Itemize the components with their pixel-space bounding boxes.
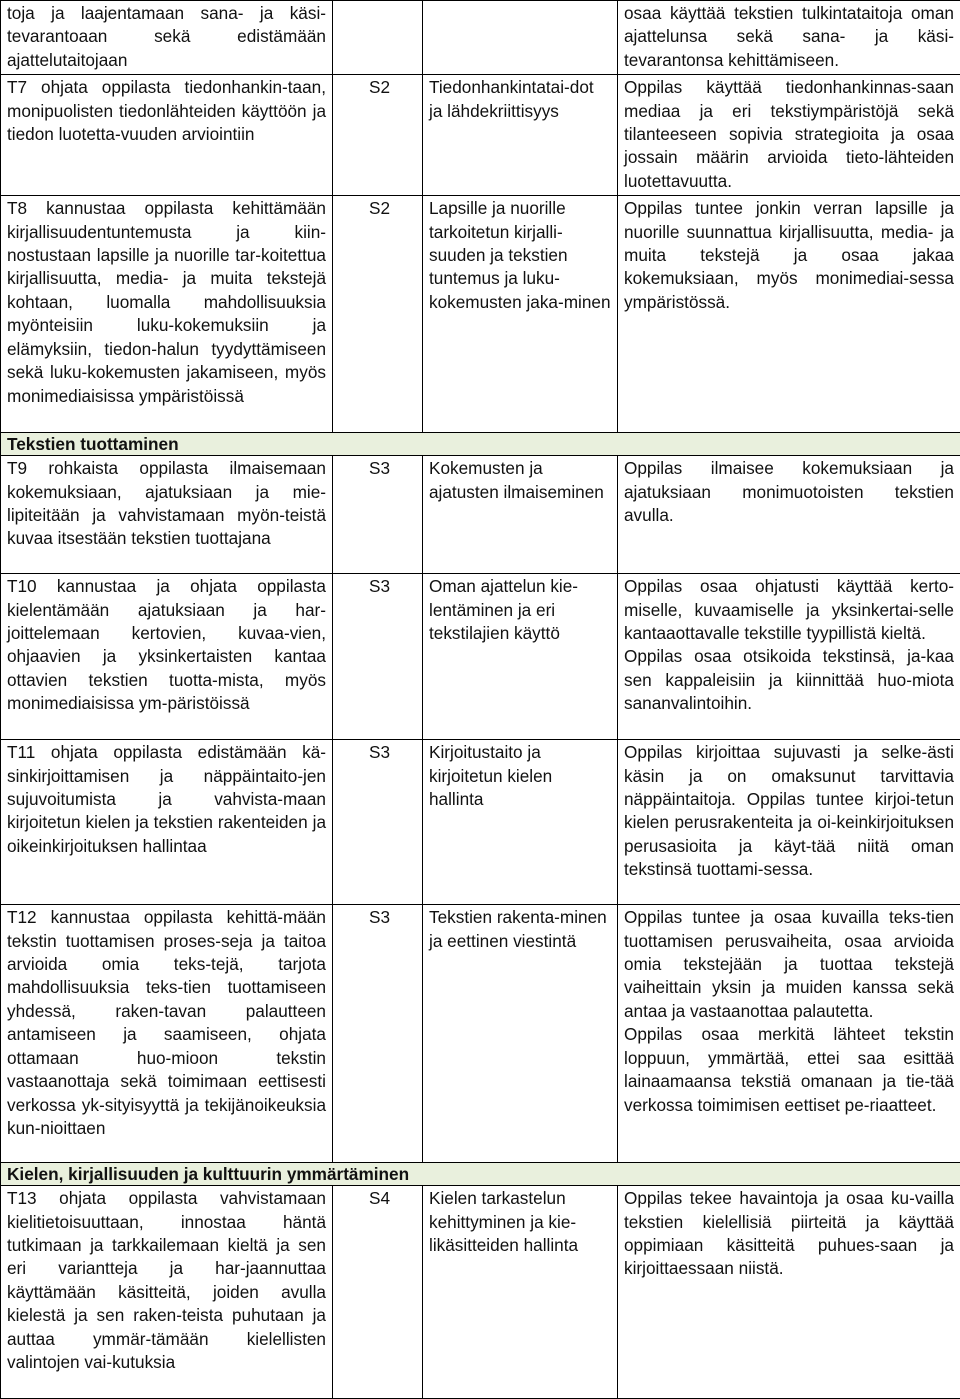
criteria-cell: Oppilas ilmaisee kokemuksiaan ja ajatuksiaan monimuotoisten tekstien avulla.	[618, 456, 960, 574]
criteria-cell: Oppilas tekee havaintoja ja osaa ku-vailla tekstien kielellisiä piirteitä ja käyttää oppimiaan käsitteitä puhues-saan ja kirjoittaessaan niistä.	[618, 1186, 960, 1399]
content-area-code: S3	[333, 905, 423, 1163]
learning-area-cell	[423, 1, 618, 75]
criteria-paragraph: Oppilas osaa ohjatusti käyttää kerto-miselle, kuvaamiselle ja yksinkertai-selle kantaaottavalle tekstille tyypillistä kieltä.	[624, 575, 954, 645]
table-row	[1, 196, 960, 433]
table-row	[1, 740, 960, 905]
learning-area-cell: Kokemusten ja ajatusten ilmaiseminen	[423, 456, 618, 574]
section-title: Tekstien tuottaminen	[1, 433, 960, 456]
learning-area-cell: Kielen tarkastelun kehittyminen ja kie-likäsitteiden hallinta	[423, 1186, 618, 1399]
table-row	[1, 456, 960, 574]
criteria-cell	[618, 905, 960, 1163]
content-area-code: S4	[333, 1186, 423, 1399]
criteria-paragraph: Oppilas osaa otsikoida tekstinsä, ja-kaa sen kappaleisiin ja kiinnittää huo-miota sananvalintoihin.	[624, 645, 954, 715]
objective-cell: T8 kannustaa oppilasta kehittämään kirjallisuudentuntemusta ja kiin-nostustaan lapsille ja nuorille tar-koitettua kirjallisuutta, media- ja muita tekstejä kohtaan, luomalla mahdollisuuksia myönteisiin luku-kokemuksiin ja elämyksiin, tiedon-halun tyydyttämiseen sekä luku-kokemusten jakamiseen, myös monimediaisissa ympäristöissä	[1, 196, 333, 433]
learning-area-cell: Kirjoitustaito ja kirjoitetun kielen hallinta	[423, 740, 618, 905]
criteria-paragraph: Oppilas osaa merkitä lähteet tekstin loppuun, ymmärtää, ettei saa esittää lainaamaansa tekstiä omanaan ja tie-tää verkossa toimimisen eettiset pe-riaatteet.	[624, 1023, 954, 1117]
table-row	[1, 574, 960, 740]
criteria-cell: Oppilas käyttää tiedonhankinnas-saan mediaa ja eri tekstiympäristöjä sekä tilanteeseen sopivia strategioita ja osaa jossain määrin arvioida tieto-lähteiden luotettavuutta.	[618, 75, 960, 196]
objective-cell: T12 kannustaa oppilasta kehittä-mään tekstin tuottamisen proses-seja ja taitoa arvioida omia teks-tejä, tarjota mahdollisuuksia teks-tien tuottamiseen yhdessä, raken-tavan palautteen antamiseen ja saamiseen, ohjata ottamaan huo-mioon tekstin vastaanottaja sekä toimimaan eettisesti verkossa yk-sityisyyttä ja tekijänoikeuksia kun-nioittaen	[1, 905, 333, 1163]
table-row	[1, 75, 960, 196]
content-area-code: S2	[333, 75, 423, 196]
objective-cell: T7 ohjata oppilasta tiedonhankin-taan, monipuolisten tiedonlähteiden käyttöön ja tiedon luotetta-vuuden arviointiin	[1, 75, 333, 196]
section-header-row	[1, 433, 960, 456]
section-header-row	[1, 1163, 960, 1186]
objective-cell: T13 ohjata oppilasta vahvistamaan kielitietoisuuttaan, innostaa häntä tutkimaan ja tarkkailemaan kieltä ja sen eri variantteja ja har-jaannuttaa käyttämään käsitteitä, joiden avulla kielestä ja sen raken-teista puhutaan ja auttaa ymmär-tämään kielellisten valintojen vai-kutuksia	[1, 1186, 333, 1399]
objective-cell: T10 kannustaa ja ohjata oppilasta kielentämään ajatuksiaan ja har-joittelemaan kertovien, kuvaa-vien, ohjaavien ja yksinkertaisten kantaa ottavien tekstien tuotta-mista, myös monimediaisissa ym-päristöissä	[1, 574, 333, 740]
content-area-code: S3	[333, 574, 423, 740]
table-row	[1, 1186, 960, 1399]
learning-area-cell: Oman ajattelun kie-lentäminen ja eri tekstilajien käyttö	[423, 574, 618, 740]
table-row	[1, 1, 960, 75]
criteria-cell: Oppilas kirjoittaa sujuvasti ja selke-ästi käsin ja on omaksunut tarvittavia näppäintaitoja. Oppilas tuntee kirjoi-tetun kielen perusrakenteita ja oi-keinkirjoituksen perusasioita ja käyt-tää niitä oman tekstinsä tuottami-sessa.	[618, 740, 960, 905]
content-area-code: S2	[333, 196, 423, 433]
objective-cell: toja ja laajentamaan sana- ja käsi-tevarantoaan sekä edistämään ajattelutaitojaan	[1, 1, 333, 75]
section-title: Kielen, kirjallisuuden ja kulttuurin ymmärtäminen	[1, 1163, 960, 1186]
criteria-paragraph: Oppilas tuntee ja osaa kuvailla teks-tien tuottamisen perusvaiheita, osaa arvioida omia tekstejään ja tuottaa tekstejä vaiheittain yksin ja muiden kanssa sekä antaa ja vastaanottaa palautetta.	[624, 906, 954, 1023]
content-area-code: S3	[333, 456, 423, 574]
table-row	[1, 905, 960, 1163]
criteria-cell: osaa käyttää tekstien tulkintataitoja oman ajattelunsa sekä sana- ja käsi-tevarantonsa kehittämiseen.	[618, 1, 960, 75]
criteria-cell: Oppilas tuntee jonkin verran lapsille ja nuorille suunnattua kirjallisuutta, media- ja muita tekstejä ja osaa jakaa kokemuksiaan, myös monimediai-sessa ympäristössä.	[618, 196, 960, 433]
objective-cell: T11 ohjata oppilasta edistämään kä-sinkirjoittamisen ja näppäintaito-jen sujuvoitumista ja vahvista-maan kirjoitetun kielen ja tekstien rakenteiden ja oikeinkirjoituksen hallintaa	[1, 740, 333, 905]
criteria-cell	[618, 574, 960, 740]
learning-area-cell: Lapsille ja nuorille tarkoitetun kirjalli-suuden ja tekstien tuntemus ja luku-kokemusten jaka-minen	[423, 196, 618, 433]
objective-cell: T9 rohkaista oppilasta ilmaisemaan kokemuksiaan, ajatuksiaan ja mie-lipiteitään ja vahvistamaan myön-teistä kuvaa itsestään tekstien tuottajana	[1, 456, 333, 574]
content-area-code: S3	[333, 740, 423, 905]
learning-area-cell: Tekstien rakenta-minen ja eettinen viestintä	[423, 905, 618, 1163]
content-area-code	[333, 1, 423, 75]
learning-area-cell: Tiedonhankintatai-dot ja lähdekriittisyys	[423, 75, 618, 196]
